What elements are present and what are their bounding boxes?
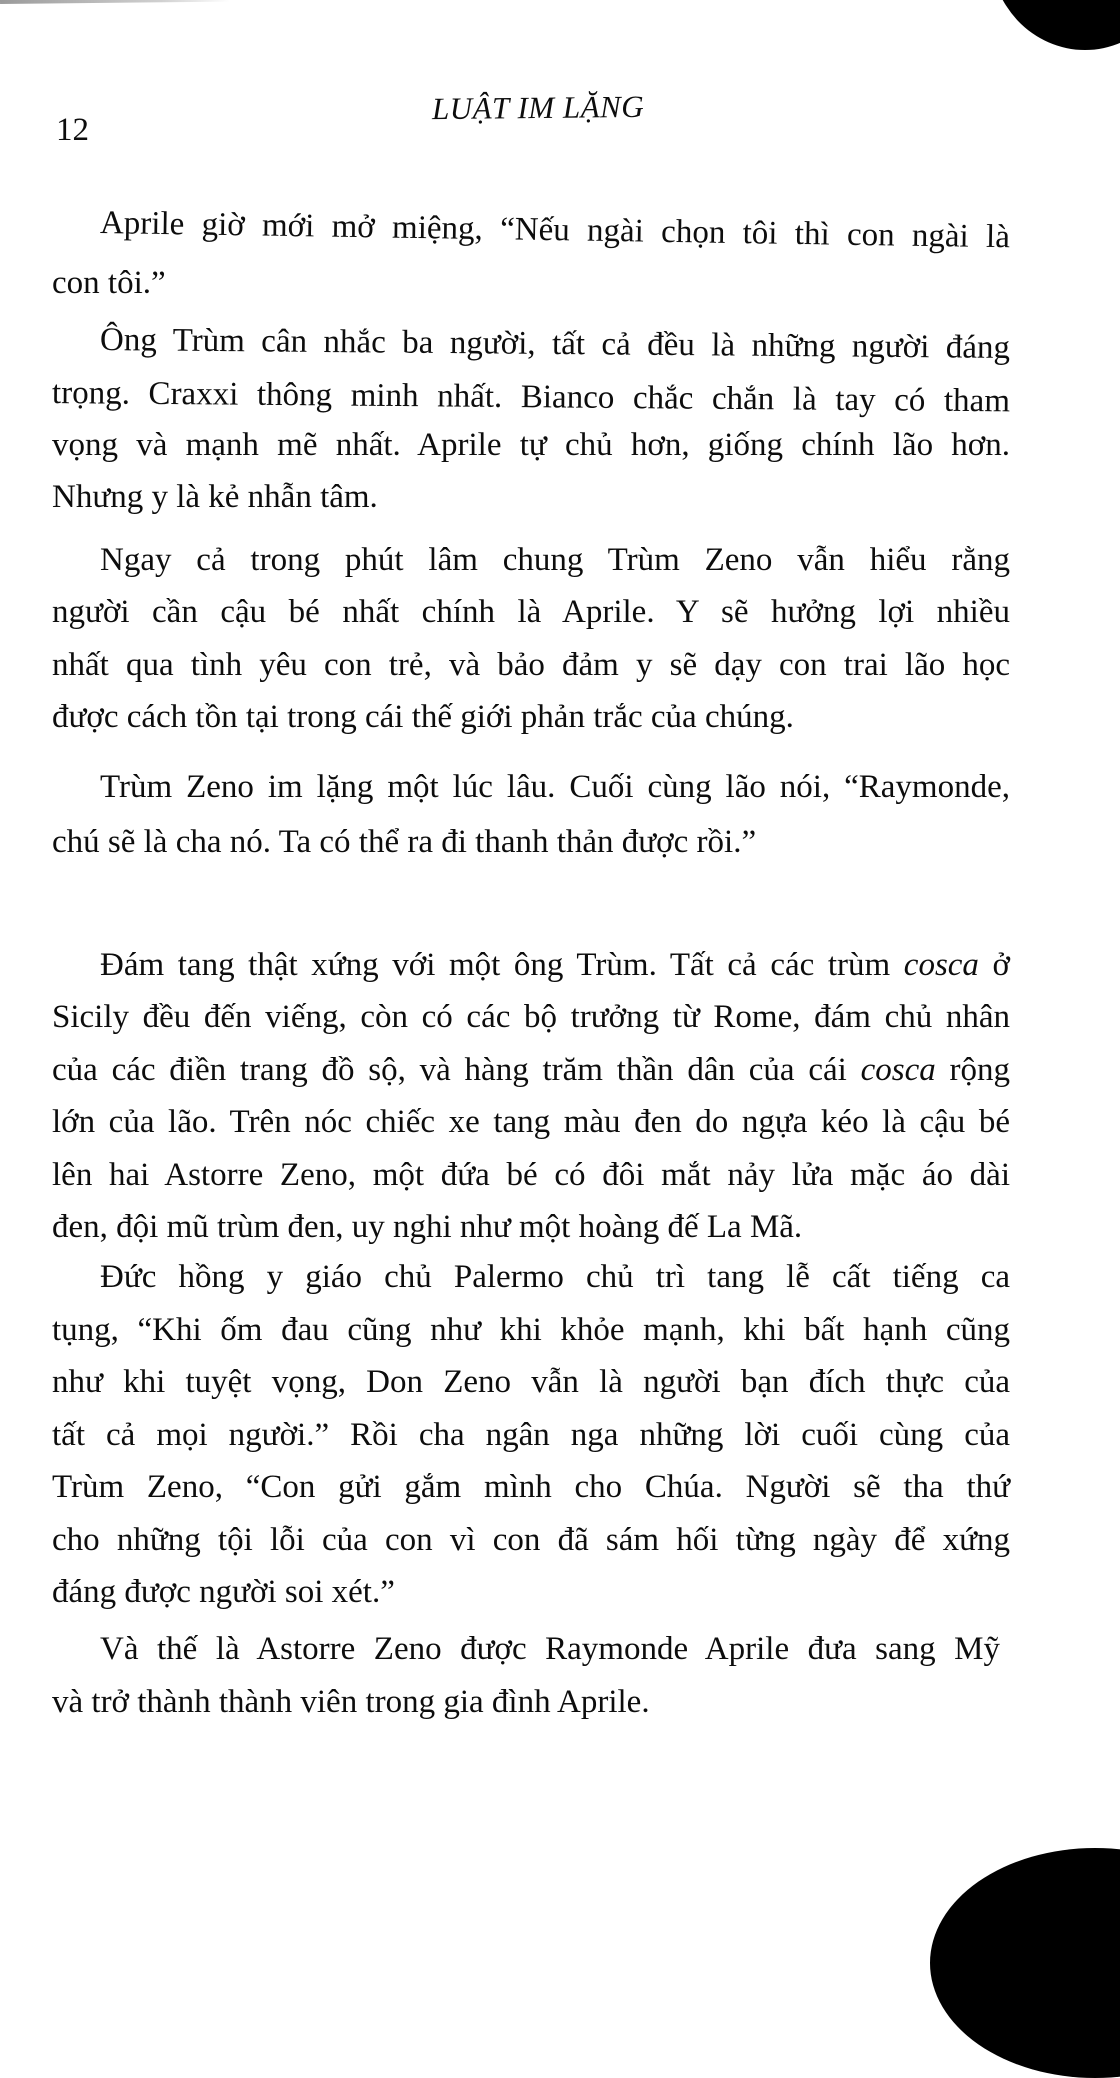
paragraph-6-line-7: [52, 1572, 1010, 1612]
text-segment: tụng, “Khi ốm đau cũng như khi khỏe mạnh, khi bất hạnh cũng: [52, 1312, 1010, 1348]
italic-term: cosca: [903, 947, 979, 983]
paragraph-5-line-6: [52, 1207, 1010, 1247]
paragraph-1-line-1: [100, 203, 1011, 257]
text-segment: đen, đội mũ trùm đen, uy nghi như một hoàng đế La Mã.: [52, 1209, 803, 1245]
italic-term: cosca: [860, 1052, 936, 1088]
text-segment: và trở thành thành viên trong gia đình Aprile.: [52, 1684, 650, 1720]
paragraph-3-line-2: [52, 592, 1010, 632]
text-segment: người cần cậu bé nhất chính là Aprile. Y sẽ hưởng lợi nhiều: [52, 594, 1010, 630]
scan-edge-shadow: [0, 0, 230, 4]
paragraph-5-line-3: [52, 1050, 1010, 1090]
text-segment: Và thế là Astorre Zeno được Raymonde Aprile đưa sang Mỹ: [100, 1631, 1000, 1667]
paragraph-3-line-1: [100, 540, 1010, 580]
paragraph-6-line-6: [52, 1520, 1010, 1560]
text-segment: của các điền trang đồ sộ, và hàng trăm thần dân của cái: [52, 1052, 861, 1088]
paragraph-7-line-1: [100, 1629, 1000, 1669]
running-title: LUẬT IM LẶNG: [431, 88, 645, 127]
paragraph-6-line-1: [100, 1257, 1010, 1297]
paragraph-3-line-4: [52, 697, 1010, 737]
text-segment: Đức hồng y giáo chủ Palermo chủ trì tang lễ cất tiếng ca: [100, 1259, 1010, 1295]
text-segment: vọng và mạnh mẽ nhất. Aprile tự chủ hơn, giống chính lão hơn.: [52, 427, 1010, 463]
text-segment: cho những tội lỗi của con vì con đã sám hối từng ngày để xứng: [52, 1522, 1010, 1558]
paragraph-6-line-4: [52, 1415, 1010, 1455]
text-segment: lớn của lão. Trên nóc chiếc xe tang màu đen do ngựa kéo là cậu bé: [52, 1104, 1010, 1140]
text-segment: trọng. Craxxi thông minh nhất. Bianco chắc chắn là tay có tham: [51, 375, 1011, 420]
paragraph-5-line-2: [52, 997, 1010, 1037]
text-segment: ở: [978, 947, 1010, 983]
text-segment: Aprile giờ mới mở miệng, “Nếu ngài chọn tôi thì con ngài là: [99, 205, 1011, 256]
paragraph-3-line-3: [52, 645, 1010, 685]
paragraph-2-line-1: [100, 320, 1010, 368]
paragraph-4-line-1: [100, 767, 1010, 807]
text-segment: đáng được người soi xét.”: [52, 1574, 395, 1610]
paragraph-6-line-5: [52, 1467, 1010, 1507]
text-segment: nhất qua tình yêu con trẻ, và bảo đảm y sẽ dạy con trai lão học: [52, 647, 1010, 683]
text-segment: Ông Trùm cân nhắc ba người, tất cả đều là những người đáng: [99, 322, 1011, 366]
text-segment: Trùm Zeno im lặng một lúc lâu. Cuối cùng lão nói, “Raymonde,: [100, 769, 1010, 805]
text-segment: lên hai Astorre Zeno, một đứa bé có đôi mắt nảy lửa mặc áo dài: [52, 1157, 1010, 1193]
paragraph-6-line-3: [52, 1362, 1010, 1402]
text-segment: con tôi.”: [52, 265, 166, 301]
text-segment: Nhưng y là kẻ nhẫn tâm.: [52, 479, 378, 515]
paragraph-4-line-2: [52, 822, 1010, 862]
text-segment: tất cả mọi người.” Rồi cha ngân nga những lời cuối cùng của: [52, 1417, 1010, 1453]
paragraph-5-line-4: [52, 1102, 1010, 1142]
text-segment: Ngay cả trong phút lâm chung Trùm Zeno vẫn hiểu rằng: [100, 542, 1010, 578]
paragraph-1-line-2: [52, 263, 1010, 303]
text-segment: Trùm Zeno, “Con gửi gắm mình cho Chúa. Người sẽ tha thứ: [52, 1469, 1010, 1505]
page-number: 12: [56, 112, 89, 148]
paragraph-2-line-3: [52, 425, 1010, 465]
paragraph-5-line-1: [100, 945, 1010, 985]
text-segment: chú sẽ là cha nó. Ta có thể ra đi thanh thản được rồi.”: [52, 824, 757, 860]
paragraph-2-line-2: [52, 373, 1010, 421]
paragraph-2-line-4: [52, 477, 1010, 517]
paragraph-7-line-2: [52, 1682, 1010, 1722]
scan-corner-bottom-right: [930, 1848, 1120, 2078]
text-segment: Sicily đều đến viếng, còn có các bộ trưởng từ Rome, đám chủ nhân: [52, 999, 1010, 1035]
text-segment: được cách tồn tại trong cái thế giới phản trắc của chúng.: [52, 699, 794, 735]
paragraph-6-line-2: [52, 1310, 1010, 1350]
text-segment: Đám tang thật xứng với một ông Trùm. Tất cả các trùm: [100, 947, 904, 983]
text-segment: rộng: [935, 1052, 1010, 1088]
text-segment: như khi tuyệt vọng, Don Zeno vẫn là người bạn đích thực của: [52, 1364, 1010, 1400]
paragraph-5-line-5: [52, 1155, 1010, 1195]
scan-corner-top-right: [990, 0, 1120, 50]
